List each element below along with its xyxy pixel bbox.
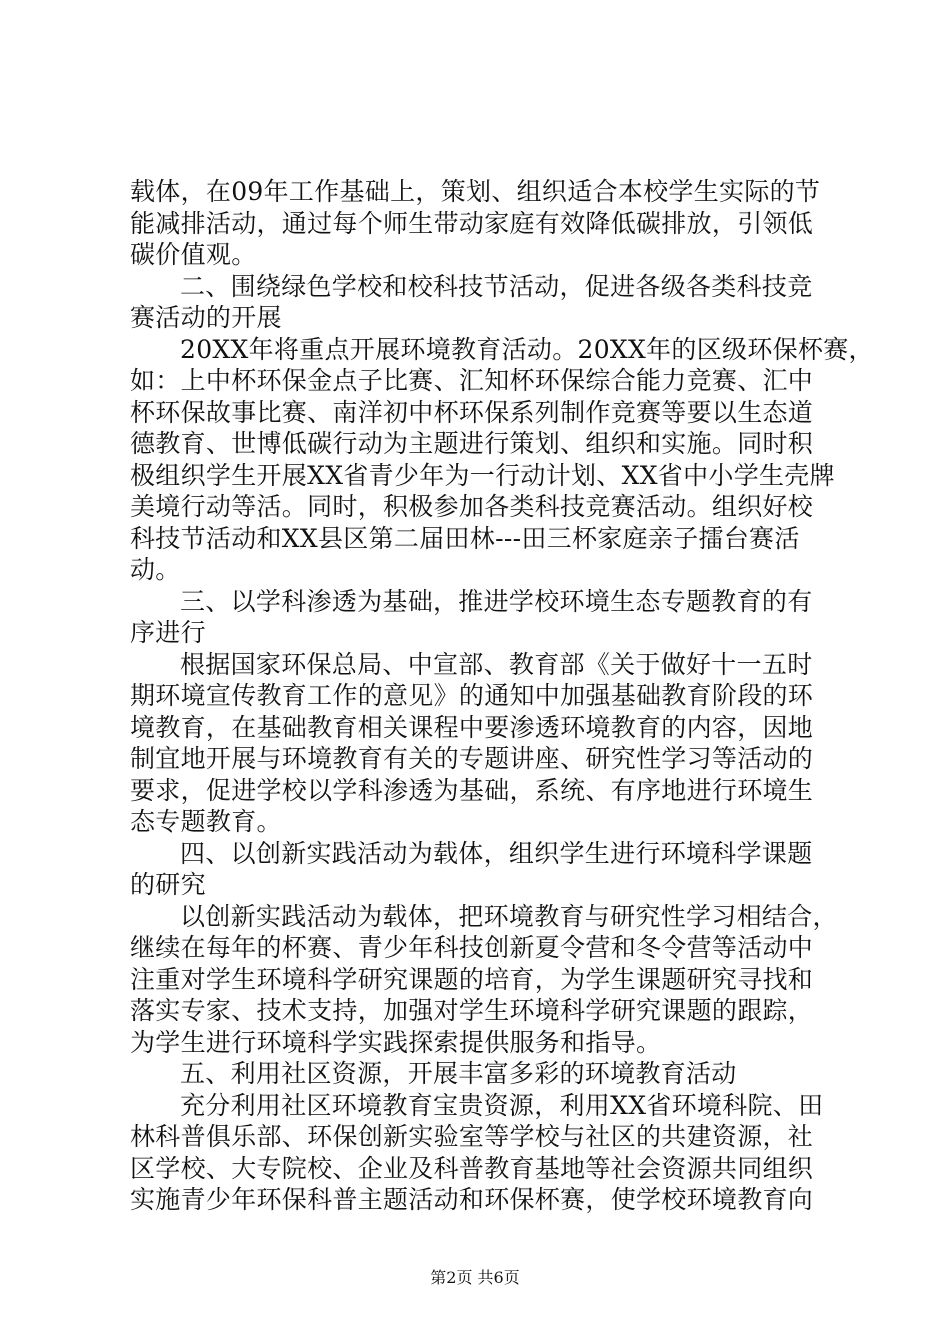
text-line: 20XX年将重点开展环境教育活动。20XX年的区级环保杯赛， (180, 334, 874, 364)
text-line: 林科普俱乐部、环保创新实验室等学校与社区的共建资源，社 (130, 1122, 814, 1151)
text-line: 如：上中杯环保金点子比赛、汇知杯环保综合能力竞赛、汇中 (130, 366, 814, 395)
text-line: 态专题教育。 (130, 807, 282, 836)
section-heading-4-cont: 的研究 (130, 870, 206, 899)
text-line: 杯环保故事比赛、南洋初中杯环保系列制作竞赛等要以生态道 (130, 397, 814, 427)
text-line: 极组织学生开展XX省青少年为一行动计划、XX省中小学生壳牌 (130, 460, 835, 490)
text-line: 继续在每年的杯赛、青少年科技创新夏令营和冬令营等活动中 (130, 933, 814, 962)
text-line: 德教育、世博低碳行动为主题进行策划、组织和实施。同时积 (130, 429, 814, 458)
text-line: 为学生进行环境科学实践探索提供服务和指导。 (130, 1027, 662, 1057)
text-line: 科技节活动和XX县区第二届田林---田三杯家庭亲子擂台赛活 (130, 523, 800, 553)
text-line: 落实专家、技术支持，加强对学生环境科学研究课题的跟踪， (130, 996, 814, 1025)
section-heading-2: 二、围绕绿色学校和校科技节活动，促进各级各类科技竞 (180, 271, 813, 301)
text-line: 能减排活动，通过每个师生带动家庭有效降低碳排放，引领低 (130, 208, 814, 238)
text-line: 以创新实践活动为载体，把环境教育与研究性学习相结合， (180, 901, 838, 931)
section-heading-3: 三、以学科渗透为基础，推进学校环境生态专题教育的有 (180, 586, 813, 616)
text-line: 制宜地开展与环境教育有关的专题讲座、研究性学习等活动的 (130, 744, 814, 773)
text-line: 实施青少年环保科普主题活动和环保杯赛，使学校环境教育向 (130, 1185, 814, 1214)
text-line: 区学校、大专院校、企业及科普教育基地等社会资源共同组织 (130, 1153, 814, 1183)
text-line: 要求，促进学校以学科渗透为基础，系统、有序地进行环境生 (130, 775, 814, 805)
section-heading-5: 五、利用社区资源，开展丰富多彩的环境教育活动 (180, 1059, 737, 1088)
section-heading-4: 四、以创新实践活动为载体，组织学生进行环境科学课题 (180, 838, 813, 868)
text-line: 境教育，在基础教育相关课程中要渗透环境教育的内容，因地 (130, 712, 814, 742)
text-line: 碳价值观。 (130, 240, 257, 269)
document-body (130, 176, 874, 1216)
section-heading-2-cont: 赛活动的开展 (130, 303, 282, 332)
text-line: 动。 (130, 555, 181, 584)
text-line: 注重对学生环境科学研究课题的培育，为学生课题研究寻找和 (130, 964, 814, 994)
text-line: 期环境宣传教育工作的意见》的通知中加强基础教育阶段的环 (130, 681, 814, 710)
text-line: 美境行动等活。同时，积极参加各类科技竞赛活动。组织好校 (130, 492, 814, 521)
section-heading-3-cont: 序进行 (130, 618, 206, 647)
page-number-footer: 第2页 共6页 (430, 1268, 520, 1287)
text-line: 载体，在09年工作基础上，策划、组织适合本校学生实际的节 (130, 177, 821, 206)
text-line: 根据国家环保总局、中宣部、教育部《关于做好十一五时 (180, 649, 813, 679)
text-line: 充分利用社区环境教育宝贵资源，利用XX省环境科院、田 (180, 1090, 824, 1120)
